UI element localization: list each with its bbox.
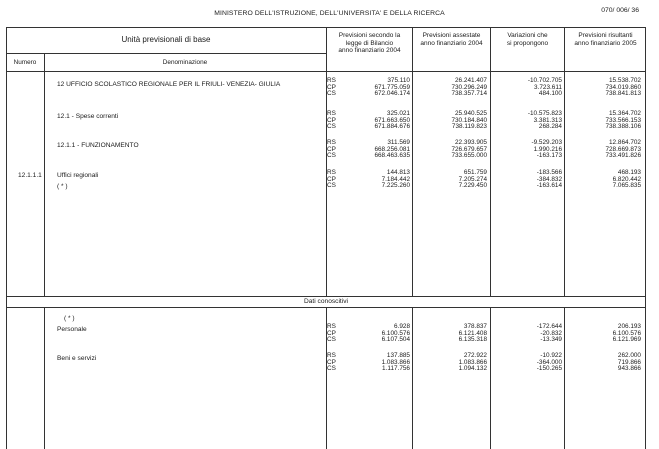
- value-cell: 668.256.081: [374, 145, 410, 153]
- col3-values: [491, 353, 562, 373]
- col-denominazione-header: Denominazione: [162, 59, 208, 66]
- value-cell: 6.820.442: [612, 175, 641, 183]
- value-cell: 272.922: [463, 352, 487, 359]
- col3-values: [491, 111, 562, 131]
- col-previsioni-assestate-header: Previsioni assestate anno finanziario 2004: [420, 32, 483, 47]
- divider-col2: [412, 27, 413, 296]
- value-cell: 3.723.611: [534, 83, 562, 91]
- col1-values: [340, 78, 410, 98]
- col-numero-header: Numero: [13, 59, 37, 66]
- value-cell: 1.083.866: [458, 358, 487, 366]
- value-cell: 738.357.714: [451, 90, 487, 98]
- dati-item-label: Beni e servizi: [57, 355, 97, 362]
- value-cell: -163.614: [536, 182, 562, 190]
- upb-section-title: Unità previsionali di base: [121, 35, 211, 44]
- col4-values: [565, 353, 641, 373]
- divider-col3: [490, 27, 491, 296]
- value-cell: 1.083.866: [381, 358, 410, 366]
- col3-values: [491, 170, 562, 190]
- value-cell: 943.866: [617, 365, 641, 373]
- value-cell: 22.393.905: [455, 139, 487, 146]
- value-cell: 262.000: [617, 352, 641, 359]
- value-cell: 668.463.635: [374, 152, 410, 160]
- col2-values: [413, 170, 487, 190]
- value-cell: -10.702.705: [527, 77, 562, 84]
- col-previsioni-risultanti-header: Previsioni risultanti anno finanziario 2005: [574, 32, 637, 47]
- value-cell: 15.364.702: [609, 110, 641, 117]
- value-cell: 726.679.657: [451, 145, 487, 153]
- value-cell: 25.940.525: [455, 110, 487, 117]
- dati-note-marker: ( * ): [64, 315, 75, 322]
- value-cell: 730.296.249: [451, 83, 487, 91]
- value-cell: 6.121.969: [612, 336, 641, 344]
- value-cell: 734.019.860: [605, 83, 641, 91]
- value-cell: 6.121.408: [458, 329, 487, 337]
- value-cell: 671.663.650: [374, 116, 410, 124]
- value-cell: 26.241.407: [455, 77, 487, 84]
- col1-values: [340, 324, 410, 344]
- value-cell: -10.575.823: [527, 110, 562, 117]
- value-cell: 206.193: [617, 323, 641, 330]
- col-previsioni-bilancio-header: Previsioni secondo la legge di Bilancio anno finanziario 2004: [338, 32, 401, 54]
- upb-row-label: 12.1.1 - FUNZIONAMENTO: [57, 142, 139, 149]
- code-cs: CS: [327, 336, 336, 344]
- col3-values: [491, 78, 562, 98]
- value-cell: 1.117.756: [382, 365, 410, 373]
- col1-values: [340, 353, 410, 373]
- value-cell: 6.100.576: [381, 329, 410, 337]
- col1-values: [340, 170, 410, 190]
- value-cell: -20.832: [540, 329, 562, 337]
- value-cell: -13.349: [540, 336, 562, 344]
- capitolo-label: Uffici regionali: [57, 172, 99, 179]
- upb-row-label: 12.1 - Spese correnti: [57, 113, 119, 120]
- col4-values: [565, 111, 641, 131]
- page-reference: 070/ 006/ 36: [601, 7, 639, 14]
- value-cell: 311.569: [387, 139, 410, 146]
- ministry-header: MINISTERO DELL'ISTRUZIONE, DELL'UNIVERSITA' E DELLA RICERCA: [214, 10, 445, 17]
- value-cell: 6.100.576: [612, 329, 641, 337]
- dati-conoscitivi-title: Dati conoscitivi: [304, 298, 348, 305]
- code-cp: CP: [327, 358, 336, 366]
- value-cell: 375.110: [387, 77, 410, 84]
- code-cp: CP: [327, 329, 336, 337]
- code-cp: CP: [327, 83, 336, 91]
- value-cell: 651.759: [463, 169, 487, 176]
- col1-values: [340, 111, 410, 131]
- col1-values: [340, 140, 410, 160]
- value-cell: 468.193: [617, 169, 641, 176]
- code-rs: RS: [327, 110, 336, 117]
- code-cs: CS: [327, 123, 336, 131]
- divider-numero: [44, 53, 45, 296]
- code-rs: RS: [327, 139, 336, 146]
- value-cell: 671.884.676: [374, 123, 410, 131]
- col4-values: [565, 78, 641, 98]
- value-cell: 6.107.504: [381, 336, 410, 344]
- capitolo-number: 12.1.1.1: [18, 172, 42, 179]
- row-codes: [327, 324, 336, 344]
- value-cell: 671.775.059: [374, 83, 410, 91]
- col-variazioni-header: Variazioni che si propongono: [506, 32, 549, 47]
- row-codes: [327, 78, 336, 98]
- col2-values: [413, 78, 487, 98]
- capitolo-note-marker: ( * ): [57, 183, 68, 190]
- col4-values: [565, 324, 641, 344]
- code-cs: CS: [327, 182, 336, 190]
- value-cell: 144.813: [386, 169, 410, 176]
- code-rs: RS: [327, 352, 336, 359]
- code-rs: RS: [327, 323, 336, 330]
- value-cell: 378.837: [463, 323, 487, 330]
- value-cell: -163.173: [536, 152, 562, 160]
- col3-values: [491, 324, 562, 344]
- code-cs: CS: [327, 152, 336, 160]
- col4-values: [565, 170, 641, 190]
- col2-values: [413, 111, 487, 131]
- value-cell: 738.388.106: [605, 123, 641, 131]
- col2-values: [413, 140, 487, 160]
- divider-numero-lower: [44, 307, 45, 449]
- col3-values: [491, 140, 562, 160]
- value-cell: 12.864.702: [609, 139, 641, 146]
- value-cell: 325.021: [386, 110, 410, 117]
- value-cell: 484.100: [538, 90, 562, 98]
- code-cp: CP: [327, 175, 336, 183]
- divider-col1: [326, 27, 327, 296]
- col2-values: [413, 324, 487, 344]
- value-cell: 733.566.153: [605, 116, 641, 124]
- value-cell: -172.644: [536, 323, 562, 330]
- code-cp: CP: [327, 116, 336, 124]
- value-cell: 728.669.873: [605, 145, 641, 153]
- value-cell: 268.284: [538, 123, 562, 131]
- value-cell: -364.000: [536, 358, 562, 366]
- code-cs: CS: [327, 365, 336, 373]
- upb-row-label: 12 UFFICIO SCOLASTICO REGIONALE PER IL FRIULI- VENEZIA- GIULIA: [57, 81, 281, 88]
- divider-upb-title: [6, 53, 326, 54]
- value-cell: 3.381.313: [533, 116, 562, 124]
- dati-item-label: Personale: [57, 326, 87, 333]
- value-cell: 137.885: [386, 352, 410, 359]
- row-codes: [327, 170, 336, 190]
- code-rs: RS: [327, 77, 336, 84]
- value-cell: -10.922: [540, 352, 562, 359]
- value-cell: 6.135.318: [458, 336, 487, 344]
- col4-values: [565, 140, 641, 160]
- value-cell: 7.229.450: [458, 182, 487, 190]
- value-cell: 7.184.442: [381, 175, 410, 183]
- value-cell: 7.065.835: [612, 182, 641, 190]
- value-cell: -150.265: [536, 365, 562, 373]
- value-cell: 672.046.174: [374, 90, 410, 98]
- row-codes: [327, 353, 336, 373]
- value-cell: 738.841.813: [605, 90, 641, 98]
- value-cell: 719.866: [617, 358, 641, 366]
- row-codes: [327, 111, 336, 131]
- value-cell: 1.990.216: [533, 145, 562, 153]
- value-cell: 733.491.826: [605, 152, 641, 160]
- divider-col4: [564, 27, 565, 296]
- value-cell: 7.225.260: [381, 182, 410, 190]
- value-cell: 15.538.702: [609, 77, 641, 84]
- divider-dati-top: [6, 296, 646, 297]
- value-cell: -9.529.203: [531, 139, 562, 146]
- value-cell: -183.566: [536, 169, 562, 176]
- code-rs: RS: [327, 169, 336, 176]
- col2-values: [413, 353, 487, 373]
- value-cell: 1.094.132: [458, 365, 487, 373]
- value-cell: 733.655.000: [451, 152, 487, 160]
- value-cell: 7.205.274: [458, 175, 487, 183]
- row-codes: [327, 140, 336, 160]
- value-cell: 730.184.840: [451, 116, 487, 124]
- value-cell: 6.928: [394, 323, 410, 330]
- code-cs: CS: [327, 90, 336, 98]
- value-cell: 738.119.823: [451, 123, 487, 131]
- code-cp: CP: [327, 145, 336, 153]
- value-cell: -384.832: [536, 175, 562, 183]
